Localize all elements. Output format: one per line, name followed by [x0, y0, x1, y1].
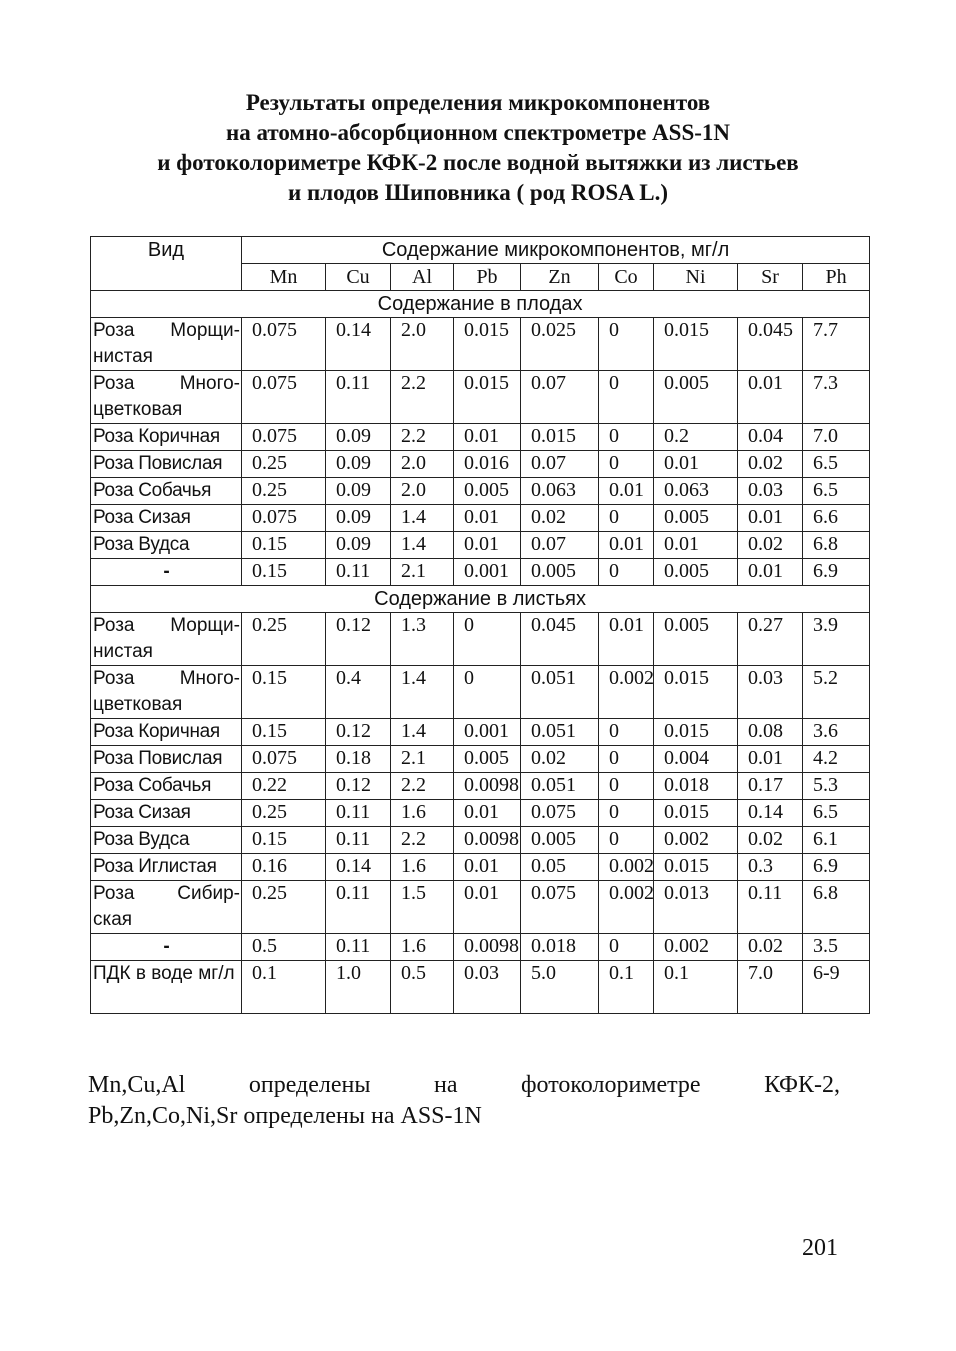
- value-mn: 0.1: [242, 961, 326, 1014]
- value-ni: 0.01: [654, 451, 738, 478]
- species-name: Роза Сизая: [91, 800, 242, 827]
- value-sr: 7.0: [738, 961, 803, 1014]
- table-row: [91, 424, 870, 451]
- value-ni: 0.015: [654, 719, 738, 746]
- value-zn: 0.075: [521, 881, 599, 934]
- value-cu: 0.11: [326, 934, 391, 961]
- value-cu: 0.09: [326, 424, 391, 451]
- value-mn: 0.15: [242, 666, 326, 719]
- value-al: 1.4: [391, 666, 454, 719]
- value-al: 0.5: [391, 961, 454, 1014]
- value-pb: 0.001: [454, 559, 521, 586]
- table-row: [91, 532, 870, 559]
- value-mn: 0.15: [242, 559, 326, 586]
- value-mn: 0.075: [242, 318, 326, 371]
- value-co: 0.002: [599, 666, 654, 719]
- value-cu: 0.11: [326, 559, 391, 586]
- value-pb: 0.01: [454, 800, 521, 827]
- value-zn: 0.02: [521, 505, 599, 532]
- value-al: 2.2: [391, 371, 454, 424]
- column-header-al: Al: [391, 264, 454, 291]
- value-ph: 7.7: [803, 318, 870, 371]
- footnote-word: КФК-2,: [764, 1072, 840, 1098]
- footnote-word: фотоколориметре: [520, 1072, 701, 1098]
- value-cu: 0.11: [326, 371, 391, 424]
- species-name: Роза Повислая: [91, 746, 242, 773]
- species-name: -: [91, 934, 242, 961]
- value-ni: 0.01: [654, 532, 738, 559]
- column-header-ph: Ph: [803, 264, 870, 291]
- value-mn: 0.15: [242, 719, 326, 746]
- value-sr: 0.14: [738, 800, 803, 827]
- species-name: Роза Много-цветковая: [91, 666, 242, 719]
- value-ni: 0.005: [654, 371, 738, 424]
- value-mn: 0.25: [242, 451, 326, 478]
- value-ni: 0.1: [654, 961, 738, 1014]
- species-name: Роза Иглистая: [91, 854, 242, 881]
- value-cu: 0.4: [326, 666, 391, 719]
- value-cu: 0.09: [326, 532, 391, 559]
- value-mn: 0.16: [242, 854, 326, 881]
- title-line-4: и плодов Шиповника ( род ROSA L.): [287, 180, 669, 205]
- value-mn: 0.25: [242, 478, 326, 505]
- table-body: [91, 291, 870, 1014]
- value-cu: 0.11: [326, 800, 391, 827]
- table-row: [91, 559, 870, 586]
- value-zn: 0.051: [521, 719, 599, 746]
- value-cu: 1.0: [326, 961, 391, 1014]
- species-name: Роза Повислая: [91, 451, 242, 478]
- table-row: [91, 478, 870, 505]
- species-name: Роза Морщи-нистая: [91, 318, 242, 371]
- value-al: 2.0: [391, 451, 454, 478]
- value-mn: 0.15: [242, 827, 326, 854]
- value-co: 0: [599, 451, 654, 478]
- value-sr: 0.02: [738, 827, 803, 854]
- value-pb: 0.0098: [454, 827, 521, 854]
- species-name: Роза Сибир-ская: [91, 881, 242, 934]
- value-al: 1.6: [391, 934, 454, 961]
- value-co: 0: [599, 371, 654, 424]
- value-ni: 0.063: [654, 478, 738, 505]
- value-zn: 0.063: [521, 478, 599, 505]
- footnote-word: на: [433, 1072, 458, 1098]
- page-number: 201: [802, 1235, 838, 1261]
- table-row: [91, 371, 870, 424]
- value-sr: 0.11: [738, 881, 803, 934]
- value-ph: 6.5: [803, 451, 870, 478]
- value-pb: 0.01: [454, 505, 521, 532]
- value-ph: 7.0: [803, 424, 870, 451]
- value-cu: 0.18: [326, 746, 391, 773]
- value-sr: 0.02: [738, 451, 803, 478]
- table-row: [91, 934, 870, 961]
- value-ph: 6.9: [803, 854, 870, 881]
- table-row: [91, 746, 870, 773]
- value-co: 0: [599, 559, 654, 586]
- value-ph: 6.6: [803, 505, 870, 532]
- header-vid: Вид: [91, 237, 242, 291]
- document-title: [60, 88, 896, 208]
- table-row: [91, 666, 870, 719]
- table-row: [91, 613, 870, 666]
- column-header-ni: Ni: [654, 264, 738, 291]
- value-pb: 0.01: [454, 424, 521, 451]
- value-ph: 7.3: [803, 371, 870, 424]
- value-ph: 6.8: [803, 881, 870, 934]
- value-mn: 0.075: [242, 424, 326, 451]
- value-pb: 0.005: [454, 746, 521, 773]
- value-ni: 0.013: [654, 881, 738, 934]
- value-ph: 4.2: [803, 746, 870, 773]
- value-co: 0.002: [599, 881, 654, 934]
- value-ph: 5.2: [803, 666, 870, 719]
- value-zn: 0.07: [521, 532, 599, 559]
- value-cu: 0.14: [326, 854, 391, 881]
- value-al: 2.0: [391, 478, 454, 505]
- table-row: [91, 451, 870, 478]
- footnote-word: определены: [248, 1072, 371, 1098]
- value-co: 0: [599, 800, 654, 827]
- value-pb: 0: [454, 666, 521, 719]
- value-pb: 0.005: [454, 478, 521, 505]
- species-name: Роза Морщи-нистая: [91, 613, 242, 666]
- footnote-line-1: [88, 1070, 840, 1101]
- column-header-sr: Sr: [738, 264, 803, 291]
- value-al: 1.6: [391, 854, 454, 881]
- value-pb: 0.0098: [454, 773, 521, 800]
- value-pb: 0.016: [454, 451, 521, 478]
- value-pb: 0.01: [454, 881, 521, 934]
- table-row: [91, 800, 870, 827]
- value-co: 0: [599, 934, 654, 961]
- value-co: 0: [599, 424, 654, 451]
- value-al: 2.2: [391, 424, 454, 451]
- value-co: 0.01: [599, 478, 654, 505]
- value-al: 1.3: [391, 613, 454, 666]
- value-al: 1.4: [391, 719, 454, 746]
- value-zn: 0.07: [521, 371, 599, 424]
- title-line-2: на атомно-абсорбционном спектрометре ASS-1N: [225, 120, 731, 145]
- species-name: Роза Много-цветковая: [91, 371, 242, 424]
- value-sr: 0.17: [738, 773, 803, 800]
- value-ni: 0.005: [654, 505, 738, 532]
- value-mn: 0.075: [242, 371, 326, 424]
- value-zn: 5.0: [521, 961, 599, 1014]
- value-ph: 6.5: [803, 478, 870, 505]
- value-sr: 0.27: [738, 613, 803, 666]
- title-line-1: Результаты определения микрокомпонентов: [245, 90, 711, 115]
- footnote-line-2: Pb,Zn,Co,Ni,Sr определены на ASS-1N: [88, 1103, 482, 1129]
- value-sr: 0.01: [738, 746, 803, 773]
- value-pb: 0.01: [454, 532, 521, 559]
- value-ni: 0.002: [654, 827, 738, 854]
- value-ph: 6.8: [803, 532, 870, 559]
- species-name: ПДК в воде мг/л: [91, 961, 242, 1014]
- value-sr: 0.02: [738, 934, 803, 961]
- value-al: 2.1: [391, 746, 454, 773]
- table-row: [91, 505, 870, 532]
- species-name: Роза Коричная: [91, 719, 242, 746]
- value-co: 0: [599, 719, 654, 746]
- value-ph: 3.9: [803, 613, 870, 666]
- value-zn: 0.075: [521, 800, 599, 827]
- value-ph: 5.3: [803, 773, 870, 800]
- value-ni: 0.002: [654, 934, 738, 961]
- value-mn: 0.22: [242, 773, 326, 800]
- species-name: Роза Коричная: [91, 424, 242, 451]
- value-al: 1.6: [391, 800, 454, 827]
- value-co: 0: [599, 318, 654, 371]
- value-cu: 0.12: [326, 613, 391, 666]
- value-sr: 0.08: [738, 719, 803, 746]
- section-header: Содержание в листьях: [91, 586, 870, 613]
- column-header-zn: Zn: [521, 264, 599, 291]
- value-ni: 0.015: [654, 318, 738, 371]
- species-name: Роза Сизая: [91, 505, 242, 532]
- value-ni: 0.004: [654, 746, 738, 773]
- value-al: 2.1: [391, 559, 454, 586]
- header-content: Содержание микрокомпонентов, мг/л: [242, 237, 870, 264]
- value-co: 0: [599, 773, 654, 800]
- value-ni: 0.015: [654, 800, 738, 827]
- footnote: [88, 1070, 840, 1132]
- value-sr: 0.01: [738, 371, 803, 424]
- column-header-co: Co: [599, 264, 654, 291]
- table-row: [91, 773, 870, 800]
- value-cu: 0.09: [326, 478, 391, 505]
- value-sr: 0.03: [738, 666, 803, 719]
- value-al: 1.4: [391, 505, 454, 532]
- table-row: [91, 827, 870, 854]
- value-al: 1.4: [391, 532, 454, 559]
- value-co: 0: [599, 505, 654, 532]
- species-name: Роза Вудса: [91, 532, 242, 559]
- value-co: 0.01: [599, 613, 654, 666]
- value-cu: 0.11: [326, 881, 391, 934]
- value-zn: 0.005: [521, 827, 599, 854]
- value-ni: 0.2: [654, 424, 738, 451]
- value-co: 0: [599, 746, 654, 773]
- value-pb: 0.03: [454, 961, 521, 1014]
- value-co: 0.002: [599, 854, 654, 881]
- value-zn: 0.051: [521, 773, 599, 800]
- value-sr: 0.02: [738, 532, 803, 559]
- species-name: Роза Собачья: [91, 773, 242, 800]
- value-al: 2.2: [391, 773, 454, 800]
- table-row: [91, 961, 870, 1014]
- value-sr: 0.03: [738, 478, 803, 505]
- value-sr: 0.01: [738, 505, 803, 532]
- value-al: 2.0: [391, 318, 454, 371]
- value-zn: 0.025: [521, 318, 599, 371]
- value-ni: 0.005: [654, 613, 738, 666]
- value-zn: 0.015: [521, 424, 599, 451]
- value-mn: 0.075: [242, 505, 326, 532]
- species-name: -: [91, 559, 242, 586]
- value-sr: 0.04: [738, 424, 803, 451]
- value-cu: 0.12: [326, 773, 391, 800]
- column-header-mn: Mn: [242, 264, 326, 291]
- value-co: 0: [599, 827, 654, 854]
- value-mn: 0.25: [242, 800, 326, 827]
- value-mn: 0.25: [242, 613, 326, 666]
- value-pb: 0: [454, 613, 521, 666]
- value-mn: 0.25: [242, 881, 326, 934]
- value-sr: 0.01: [738, 559, 803, 586]
- value-ni: 0.005: [654, 559, 738, 586]
- value-pb: 0.015: [454, 371, 521, 424]
- title-line-3: и фотоколориметре КФК-2 после водной вытяжки из листьев: [157, 150, 799, 175]
- table-row: [91, 881, 870, 934]
- value-pb: 0.01: [454, 854, 521, 881]
- value-pb: 0.0098: [454, 934, 521, 961]
- value-mn: 0.075: [242, 746, 326, 773]
- microcomponents-table: [90, 236, 870, 1014]
- section-header: Содержание в плодах: [91, 291, 870, 318]
- value-ni: 0.015: [654, 666, 738, 719]
- table-row: [91, 719, 870, 746]
- value-cu: 0.11: [326, 827, 391, 854]
- value-al: 1.5: [391, 881, 454, 934]
- value-zn: 0.02: [521, 746, 599, 773]
- value-ph: 6.5: [803, 800, 870, 827]
- table-row: [91, 854, 870, 881]
- value-sr: 0.3: [738, 854, 803, 881]
- value-ph: 6-9: [803, 961, 870, 1014]
- value-ph: 6.9: [803, 559, 870, 586]
- value-mn: 0.15: [242, 532, 326, 559]
- column-header-pb: Pb: [454, 264, 521, 291]
- value-zn: 0.005: [521, 559, 599, 586]
- value-ph: 3.6: [803, 719, 870, 746]
- value-pb: 0.015: [454, 318, 521, 371]
- value-cu: 0.12: [326, 719, 391, 746]
- value-zn: 0.045: [521, 613, 599, 666]
- species-name: Роза Собачья: [91, 478, 242, 505]
- table-row: [91, 318, 870, 371]
- value-cu: 0.09: [326, 451, 391, 478]
- value-al: 2.2: [391, 827, 454, 854]
- value-ph: 6.1: [803, 827, 870, 854]
- species-name: Роза Вудса: [91, 827, 242, 854]
- value-sr: 0.045: [738, 318, 803, 371]
- value-cu: 0.14: [326, 318, 391, 371]
- value-zn: 0.05: [521, 854, 599, 881]
- value-mn: 0.5: [242, 934, 326, 961]
- value-co: 0.01: [599, 532, 654, 559]
- value-zn: 0.051: [521, 666, 599, 719]
- value-cu: 0.09: [326, 505, 391, 532]
- value-co: 0.1: [599, 961, 654, 1014]
- value-ph: 3.5: [803, 934, 870, 961]
- value-zn: 0.07: [521, 451, 599, 478]
- column-header-cu: Cu: [326, 264, 391, 291]
- value-ni: 0.015: [654, 854, 738, 881]
- value-zn: 0.018: [521, 934, 599, 961]
- value-ni: 0.018: [654, 773, 738, 800]
- value-pb: 0.001: [454, 719, 521, 746]
- footnote-word: Mn,Cu,Al: [88, 1072, 186, 1098]
